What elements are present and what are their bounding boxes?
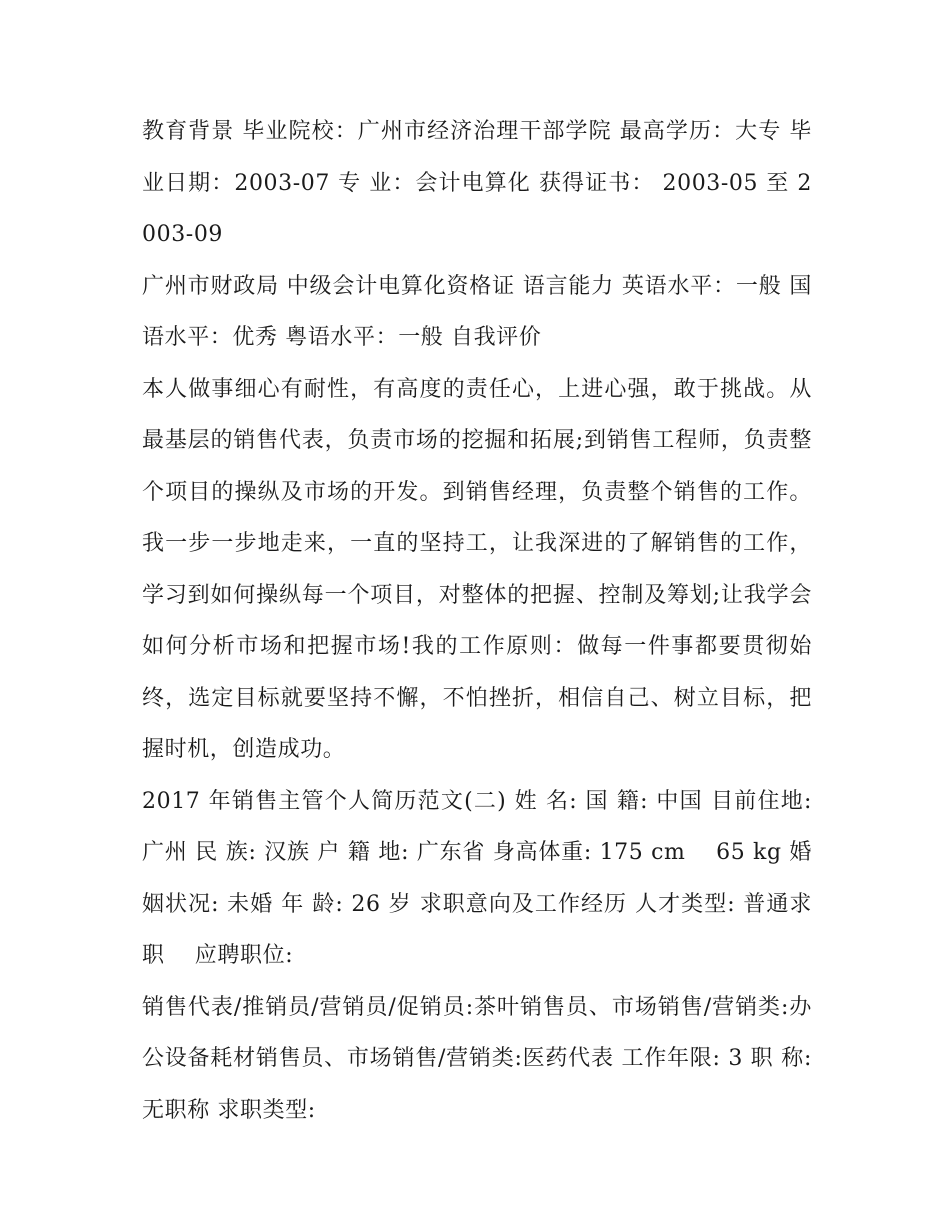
paragraph-certificate-language: 广州市财政局 中级会计电算化资格证 语言能力 英语水平：一般 国语水平：优秀 粤语水平：一般 自我评价	[142, 273, 812, 350]
paragraph-resume-sample-two: 2017 年销售主管个人简历范文(二) 姓 名: 国 籍: 中国 目前住地: 广州 民 族: 汉族 户 籍 地: 广东省 身高体重: 175 cm 65 kg 婚姻状况: 未婚 年 龄: 26 岁 求职意向及工作经历 人才类型: 普通求职 应聘职位:	[142, 788, 812, 968]
paragraph-self-evaluation: 本人做事细心有耐性，有高度的责任心，上进心强，敢于挑战。从最基层的销售代表，负责市场的挖掘和拓展;到销售工程师，负责整个项目的操纵及市场的开发。到销售经理，负责整个销售的工作。我一步一步地走来，一直的坚持工，让我深进的了解销售的工作，学习到如何操纵每一个项目，对整体的把握、控制及筹划;让我学会如何分析市场和把握市场!我的工作原则：做每一件事都要贯彻始终，选定目标就要坚持不懈，不怕挫折，相信自己、树立目标，把握时机，创造成功。	[142, 376, 812, 762]
paragraph-job-positions: 销售代表/推销员/营销员/促销员:茶叶销售员、市场销售/营销类:办公设备耗材销售员、市场销售/营销类:医药代表 工作年限: 3 职 称: 无职称 求职类型:	[142, 994, 812, 1123]
paragraph-education: 教育背景 毕业院校：广州市经济治理干部学院 最高学历：大专 毕业日期：2003-07 专 业：会计电算化 获得证书： 2003-05 至 2003-09	[142, 119, 812, 247]
document-body	[142, 106, 812, 1136]
